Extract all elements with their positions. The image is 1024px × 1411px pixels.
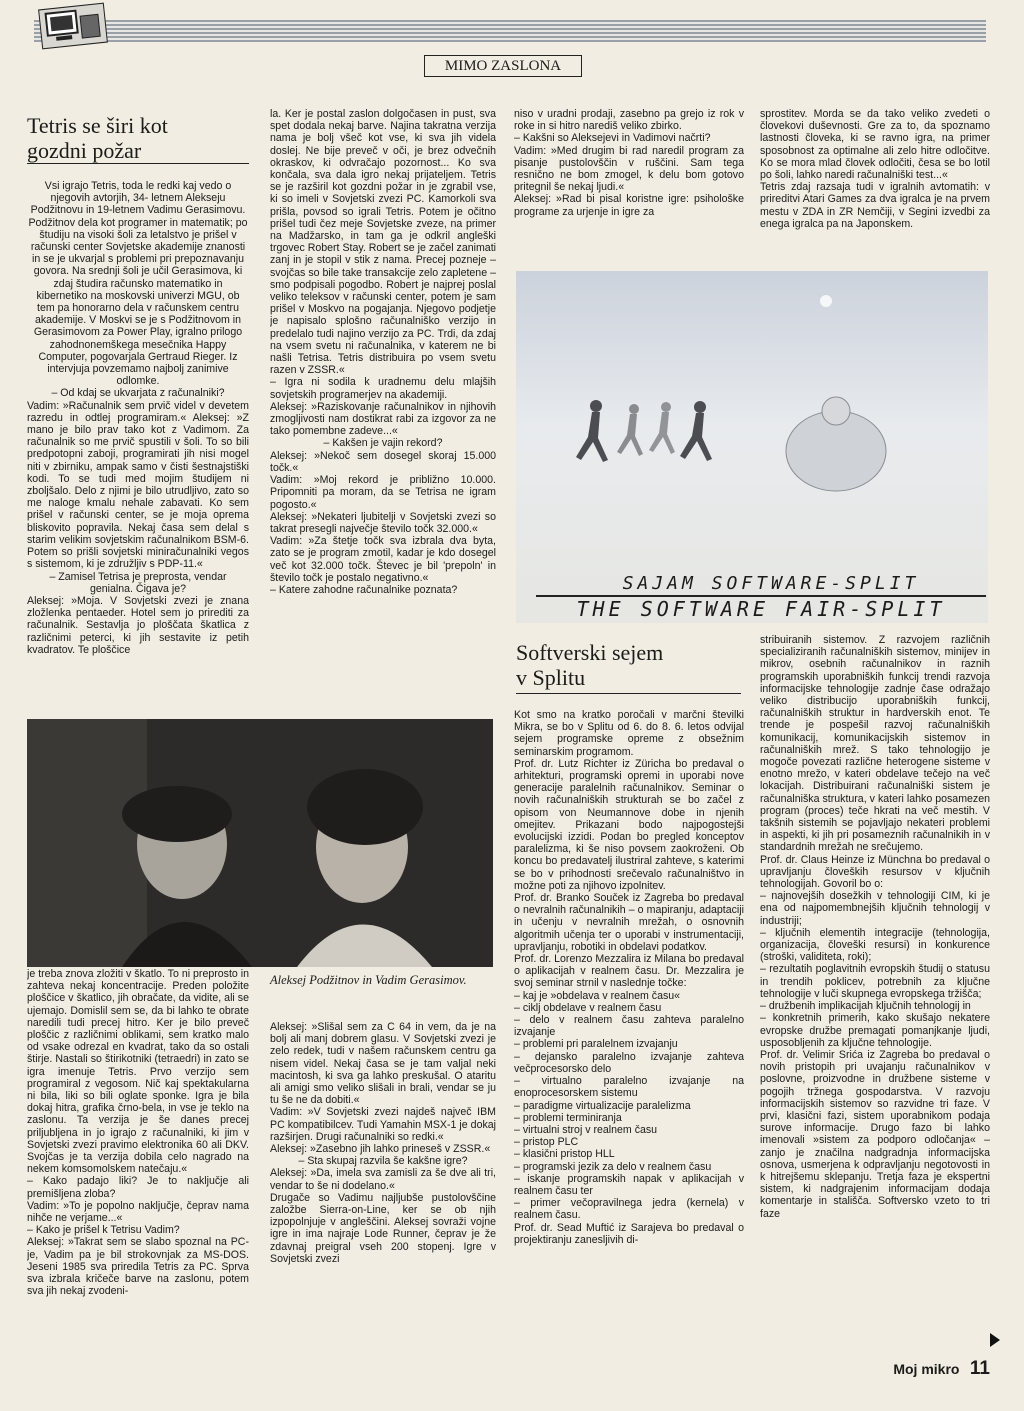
paragraph: – Katere zahodne računalnike poznata? bbox=[270, 583, 458, 596]
fair-sign-line2: THE SOFTWARE FAIR-SPLIT bbox=[536, 595, 986, 621]
title-line: v Splitu bbox=[516, 665, 586, 690]
paragraph: la. Ker je postal zaslon dolgočasen in pust, sva spet dodala nekaj barve. Najina takratna verzija nama je bolj všeč kot vse, ki sva jih videla doslej. Ne bije preveč v oči, je brez odvečnih okraskov, ki odvračajo pozornost... Ko sva končala, sva dala igro nekaj prijateljem. Tetris se je razširil kot gozdni požar in je zgrabil vse, ki so imeli v Sovjetski zvezi PC. Kamorkoli sva prišla, povsod so igrali Tetris. Potem je očitno prišel tudi čez meje Sovjetske zveze, na primer na Madžarsko, in tam ga je odkril angleški trgovec Robert Stay. Robert se je začel zanimati zanj in je stopil v stik z nama. Precej pozneje – svojčas so bile take transakcije zelo zapletene – smo podpisali pogodbo. Robert je najprej poslal veliko teleksov v računski center, potem je sam prišel v Moskvo na pogajanja. Njegovo podjetje je napisalo splošno računalniško verzijo in predelalo tudi najino verzijo za PC. Trdi, da zdaj na vsem svetu ni računalnika, v katerem ne bi našli Tetrisa. Tetris distribuira po vsem svetu razen v ZSSR.« bbox=[270, 108, 496, 377]
title-line: Tetris se širi kot bbox=[27, 113, 168, 138]
paragraph: – Kakšen je vajin rekord? bbox=[323, 437, 443, 450]
magazine-name: Moj mikro bbox=[893, 1361, 960, 1377]
footer bbox=[840, 1358, 990, 1380]
paragraph: Aleksej: »Zasebno jih lahko prineseš v ZSSR.« bbox=[270, 1143, 491, 1156]
title-rule bbox=[516, 693, 741, 694]
paragraph: – Kako je prišel k Tetrisu Vadim? bbox=[27, 1224, 180, 1237]
paragraph: – virtualno paralelno izvajanje na enoprocesorskem sistemu bbox=[514, 1075, 744, 1100]
paragraph: Prof. dr. Velimir Srića iz Zagreba bo predaval o novih pristopih pri uvajanju računalnikov v poslovne, proizvodne in družbene sisteme v pogojih tržnega gospodarstva. V razvoju informacijskih sistemov so razvidne tri faze. V prvi, klasični fazi, sistem uporabnikom podaja surove informacije. Drugo fazo bi lahko imenovali »sistem za podporo odločanja« – zanjo je značilna nadgradnja informacijska osnova, usmerjena k odpravljanju negotovosti in k hitrejšemu sklepanju. Tretja faza je ekspertni sistem, ki nadgrajenim informacijam dodaja komentarje in stališča. Softversko vzeto to tri faze bbox=[760, 1048, 990, 1220]
authors-photo bbox=[27, 719, 493, 967]
paragraph: Aleksej: »Moja. V Sovjetski zvezi je znana zložlenka pentaeder. Hotel sem jo prirediti za računalnik. Sestavlja jo ploščata škatlica z različnimi peterci, ki jih sestavite iz petih kvadratov. Te ploščice bbox=[27, 594, 249, 656]
paragraph: – Kakšni so Aleksejevi in Vadimovi načrti? bbox=[514, 132, 711, 145]
paragraph: sprostitev. Morda se da tako veliko zvedeti o človekovi duševnosti. Gre za to, da spoznamo lastnosti človeka, ki se ravno igra, na primer sposobnost za optimalne ali zelo hitre odločitve. Ko se mora mlad človek odločiti, česa se bo lotil po šoli, lahko naredi računalniški test...« bbox=[760, 108, 990, 182]
header-bar bbox=[34, 20, 986, 42]
paragraph: – delo v realnem času zahteva paralelno izvajanje bbox=[514, 1014, 744, 1039]
paragraph: Drugače so Vadimu najljubše pustolovščine založbe Sierra-on-Line, ker se ob njih izpopolnjuje v angleščini. Aleksej sovraži vojne igre in ima najraje Lode Runner, čeprav je že zdavnaj preigral vseh 200 stopenj. Igre v Sovjetski zvezi bbox=[270, 1191, 496, 1265]
paragraph: – programski jezik za delo v realnem času bbox=[514, 1160, 712, 1173]
fair-illustration bbox=[516, 271, 988, 623]
paragraph: – konkretnih primerih, kako skušajo nekatere evropske družbe premagati pomanjkanje ljudi, usposobljenih za ključne tehnologije. bbox=[760, 1012, 990, 1049]
paragraph: Prof. dr. Lorenzo Mezzalira iz Milana bo predaval o aplikacijah v realnem času. Dr. Mezzalira je svoj seminar strnil v naslednje točke: bbox=[514, 953, 744, 990]
paragraph: – klasični pristop HLL bbox=[514, 1148, 615, 1161]
portrait-graphic bbox=[27, 719, 493, 967]
paragraph: Vadim: »Moj rekord je približno 10.000. Pripomniti pa moram, da se Tetrisa ne igram pogosto.« bbox=[270, 474, 496, 511]
article2-col3 bbox=[514, 709, 744, 1349]
paragraph: Kot smo na kratko poročali v marčni številki Mikra, se bo v Splitu od 6. do 8. 6. letos odvijal sejem programske opreme z obsežnim seminarskim programom. bbox=[514, 709, 744, 758]
article2-title bbox=[516, 640, 741, 690]
paragraph: Vadim: »Za štetje točk sva izbrala dva byta, zato se je program zmotil, kadar je kdo dosegel več kot 32.000 točk. Števec je bil 'prepoln' in število točk je postalo negativno.« bbox=[270, 535, 496, 584]
paragraph: – problemi pri paralelnem izvajanju bbox=[514, 1038, 678, 1051]
paragraph: – ključnih elementih integracije (tehnologija, organizacija, človeški resursi) in konkurence (stroški, validiteta, roki); bbox=[760, 926, 990, 964]
section-label bbox=[424, 55, 582, 77]
section-label-text: MIMO ZASLONA bbox=[444, 58, 562, 74]
article1-col2-top bbox=[270, 108, 496, 698]
paragraph: – iskanje programskih napak v aplikacijah v realnem času ter bbox=[514, 1172, 744, 1197]
paragraph: – ciklj obdelave v realnem času bbox=[514, 1001, 662, 1014]
paragraph: Vadim: »To je popolno naključje, čeprav nama nihče ne verjame...« bbox=[27, 1199, 249, 1225]
paragraph: Aleksej: »Nekateri ljubitelji v Sovjetski zvezi so takrat presegli največje število točk 32.000.« bbox=[270, 510, 496, 535]
page-number: 11 bbox=[969, 1358, 990, 1379]
paragraph: Vsi igrajo Tetris, toda le redki kaj vedo o njegovih avtorjih, 34- letnem Alekseju Podžitnovu in 19-letnem Vadimu Gerasimovu. Podžitnov dela kot programer in matematik; po študiju na visoki šoli za letalstvo je prišel v računski center Sovjetske akademije znanosti in se je ukvarjal s problemi pri prepoznavanju govora. Na srednji šoli je učil Gerasimova, ki zdaj študira računsko matematiko in kibernetiko na moskovski univerzi MGU, ob tem pa honorarno dela v računskem centru akademije. V Moskvi se je s Podžitnovom in Gerasimovom za Power Play, igralno prilogo zahodnonemškega mesečnika Happy Computer, pogovarjala Gertraud Rieger. Iz intervjuja povzemamo najbolj zanimive odlomke. bbox=[28, 180, 248, 388]
article1-col1-top bbox=[27, 180, 249, 700]
continue-arrow-icon bbox=[990, 1333, 1000, 1347]
paragraph: Aleksej: »Nekoč sem dosegel skoraj 15.000 točk.« bbox=[270, 449, 496, 474]
paragraph: – virtualni stroj v realnem času bbox=[514, 1123, 658, 1136]
title-line: gozdni požar bbox=[27, 138, 142, 163]
paragraph: Vadim: »V Sovjetski zvezi najdeš največ IBM PC kompatibilcev. Tudi Yamahin MSX-1 je dokaj razširjen. Drugi računalniki so redki.« bbox=[270, 1106, 496, 1143]
article2-col4 bbox=[760, 634, 990, 1334]
paragraph: Tetris zdaj razsaja tudi v igralnih avtomatih: v prireditvi Atari Games za dva igralca je na prvem mestu v ZDA in ZR Nemčiji, v Segini izvedbi za enega igralca pa na Japonskem. bbox=[760, 181, 990, 230]
fair-sign-line1: SAJAM SOFTWARE-SPLIT bbox=[622, 573, 920, 594]
paragraph: Prof. dr. Claus Heinze iz Münchna bo predaval o upravljanju človeških resursov v ključnih tehnologijah. Govoril bo o: bbox=[760, 853, 990, 891]
paragraph: – dejansko paralelno izvajanje zahteva večprocesorsko delo bbox=[514, 1050, 744, 1075]
paragraph: Aleksej: »Slišal sem za C 64 in vem, da je na bolj ali manj dobrem glasu. V Sovjetski zvezi je zelo redek, tudi v našem računskem centru ga nisem videl. Nekaj časa se je tam valjal neki macintosh, ki sva ga lahko preskušal. O ataritu ali amigi smo veliko slišali in brali, vendar se ju tu še ne da dobiti.« bbox=[270, 1021, 496, 1107]
paragraph: niso v uradni prodaji, zasebno pa grejo iz rok v roke in si hitro narediš veliko zbirko. bbox=[514, 108, 744, 133]
photo-caption: Aleksej Podžitnov in Vadim Gerasimov. bbox=[270, 973, 467, 987]
article1-title bbox=[27, 113, 252, 163]
paragraph: – paradigme virtualizacije paralelizma bbox=[514, 1099, 691, 1112]
paragraph: – Igra ni sodila k uradnemu delu mlajših sovjetskih programerjev na akademiji. bbox=[270, 376, 496, 401]
paragraph: – kaj je »obdelava v realnem času« bbox=[514, 989, 681, 1002]
article1-col3-top bbox=[514, 108, 744, 263]
paragraph: Aleksej: »Da, imela sva zamisli za še dve ali tri, vendar to še ni dodelano.« bbox=[270, 1167, 496, 1192]
paragraph: Vadim: »Računalnik sem prvič videl v devetem razredu in odtlej programiram.« Aleksej: »Z mano je bilo prav tako kot z Vadimom. Za računalnik so me prvič spustili v šoli. To so bili predpotopni zaboji, programirati jih nisi mogel niti v zbirniku, ampak samo v čisti šestnajstiški kodi. To se tudi med mojim študijem ni zboljšalo. Delo z njimi je bilo utrudljivo, zato so me naloge kmalu nehale zabavati. Ko sem prišel v računski center, se je moja oprema bliskovito popravila. Nekaj časa sem delal s starim velikim sovjetskim računalnikom BSM-6. Potem so prišli sovjetski miniračunalniki vegos s sistemom, ki je združljiv s PDP-11.« bbox=[27, 399, 249, 571]
paragraph: Prof. dr. Branko Souček iz Zagreba bo predaval o nevralnih računalnikih – o mapiranju, adaptaciji in učenju v nevralnih mrežah, o osnovnih algoritmih učenja ter o uporabi v instrumentaciji, upravljanju, robotiki in obdelavi podatkov. bbox=[514, 892, 744, 953]
paragraph: – najnovejših dosežkih v tehnologiji CIM, ki je ena od najpomembnejših ključnih tehnologij v industriji; bbox=[760, 890, 990, 927]
paragraph: je treba znova zložiti v škatlo. To ni preprosto in zahteva nekaj koncentracije. Preden položite ploščice v škatlico, jih obračate, da vidite, ali se ujemajo. Domislil sem se, da bi lahko te obrate naredili tudi precej hitro. Ker je bilo preveč ploščic z različnimi oblikami, sem kratko malo od vsake odrezal en kvadrat, tako da so ostali štirje. Nastali so štirikotniki (tetraedri) in zato se igra imenuje Tetris. Prvo verzijo sem programiral z vegosom. Nič kaj spektakularna ni bila, liki so bili oglate sponke. Igra je bila dokaj hitra, grafika črno-bela, in vse je teklo na zaslonu. Ta verzija je še danes precej priljubljena in jo igrajo z računalniki, ki jim v Sovjetski zvezi pravimo elektronika 60 ali DKV. Svojčas je ta verzija dobila celo nagrado na nekem komsomolskem natečaju.« bbox=[27, 968, 249, 1176]
paragraph: – družbenih implikacijah ključnih tehnologij in bbox=[760, 1000, 971, 1013]
title-line: Softverski sejem bbox=[516, 640, 664, 665]
article1-col1-bottom bbox=[27, 968, 249, 1343]
paragraph: Aleksej: »Rad bi pisal koristne igre: psihološke programe za urjenje in igre za bbox=[514, 193, 744, 218]
article1-col4-top bbox=[760, 108, 990, 263]
monitor-icon bbox=[39, 4, 107, 48]
section-logo bbox=[38, 3, 108, 50]
paragraph: – Sta skupaj razvila še kakšne igre? bbox=[298, 1155, 468, 1168]
paragraph: – pristop PLC bbox=[514, 1136, 579, 1149]
paragraph: – rezultatih poglavitnih evropskih študij o statusu in trendih poklicev, potrebnih za ključne tehnologije v luči skupnega evropskega tržišča; bbox=[760, 963, 990, 1000]
article1-col2-bottom bbox=[270, 1021, 496, 1343]
runners-graphic bbox=[516, 271, 988, 623]
paragraph: stribuiranih sistemov. Z razvojem različnih specializiranih računalniških sistemov, minijev in mikrov, osebnih računalnikov in raznih programskih uporabniških funkcij trendi razvoja informacijske tehnologije zadnje čase odražajo veliko distribucijo uporabniških funkcij, računalniških struktur in hardverskih enot. Te trende je pospešil razvoj računalniških komunikacij, komunikacijskih sistemov in računalniških mrež. S tako tehnologijo je mogoče povezati različne heterogene sisteme v enotno mrežo, v kateri obdelave tečejo na več lokacijah. Distribuirani računalniški sistem je računalniška struktura, v kateri lahko posamezen program (proces) teče hkrati na več mestih. V takšnih sistemih se pojavljajo nekateri problemi in aspekti, ki jih pri posameznih računalnikih in v standardnih mrežah ne srečujemo. bbox=[760, 634, 990, 854]
paragraph: – Kako padajo liki? Je to naključje ali premišljena zloba? bbox=[27, 1175, 249, 1200]
paragraph: Prof. dr. Lutz Richter iz Züricha bo predaval o arhitekturi, programski opremi in uporabi nove generacije paralelnih računalnikov. Seminar o novih računalniških strukturah se bo začel z opisom von Neumannove dobe in njenih omejitev. Prikazani bodo najpogostejši evolucijski izzidi. Podan bo pregled konceptov paralelizma, ki še niso povsem zaokroženi. Ob koncu bo predavatelj ilustriral zahteve, s katerimi se bo v prihodnosti srečevalo računalništvo in možne poti za njihovo izpolnitev. bbox=[514, 757, 744, 892]
paragraph: – Od kdaj se ukvarjata z računalniki? bbox=[51, 387, 225, 400]
paragraph: – problemi terminiranja bbox=[514, 1111, 622, 1124]
paragraph: – Zamisel Tetrisa je preprosta, vendar genialna. Čigava je? bbox=[49, 570, 227, 595]
paragraph: – primer večopravilnega jedra (kernela) v realnem času. bbox=[514, 1197, 744, 1222]
title-rule bbox=[27, 163, 249, 164]
paragraph: Aleksej: »Raziskovanje računalnikov in njihovih zmogljivosti nam dostikrat rabi za izgovor za ne tako pomembne zadeve...« bbox=[270, 400, 496, 438]
paragraph: Vadim: »Med drugim bi rad naredil program za pisanje pustolovščin v ruščini. Sam tega resnično ne bom zmogel, k delu bom gotovo pritegnil še nekaj ljudi.« bbox=[514, 144, 744, 194]
paragraph: Prof. dr. Sead Muftić iz Sarajeva bo predaval o projektiranju zanesljivih di- bbox=[514, 1221, 744, 1246]
paragraph: Aleksej: »Takrat sem se slabo spoznal na PC-je, Vadim pa je bil strokovnjak za MS-DOS. Jeseni 1985 sva priredila Tetris za PC. Sprva sva izbrala kričeče barve na zaslonu, potem sva jih nekaj zvodeni- bbox=[27, 1236, 249, 1298]
